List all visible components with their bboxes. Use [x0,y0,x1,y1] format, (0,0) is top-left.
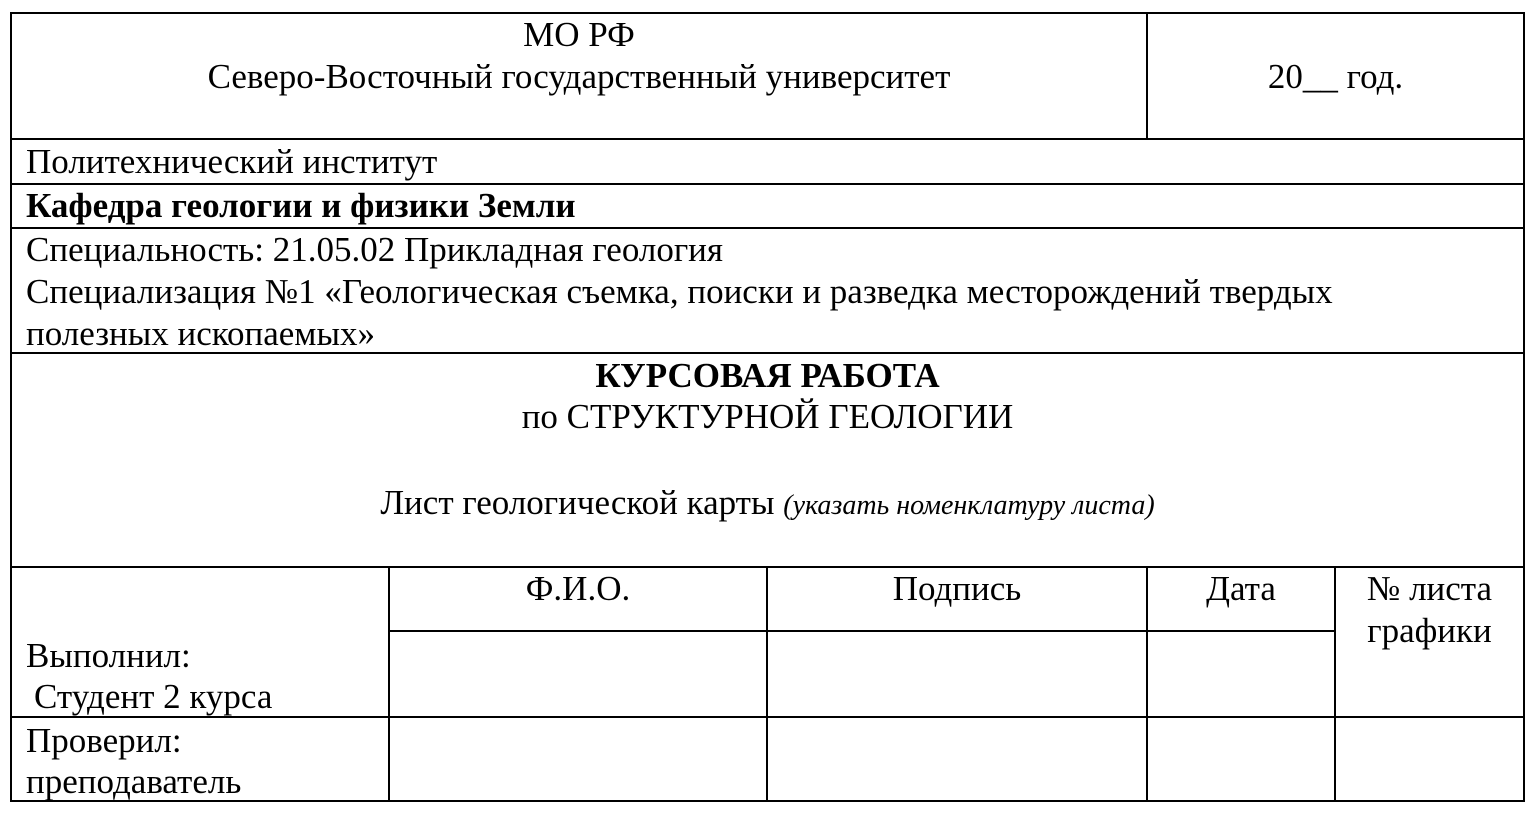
department-name: Кафедра геологии и физики Земли [26,186,576,225]
university-name: Северо-Восточный государственный университет [207,57,951,96]
document-title: КУРСОВАЯ РАБОТА [595,356,940,395]
border-right [1523,12,1525,802]
row-checked-role-line-2: преподаватель [26,762,242,801]
rule-header-bottom [10,138,1525,140]
map-sheet-note: (указать номенклатуру листа) [783,490,1155,521]
ministry-label: МО РФ [523,15,635,54]
row-checked-role-line-1: Проверил: [26,721,182,760]
column-header-signature: Подпись [892,569,1022,608]
specialty-line: Специальность: 21.05.02 Прикладная геология [26,230,724,269]
rule-columns-header-bottom [388,630,1336,632]
row-completed-role-line-1: Выполнил: [26,636,191,675]
specialization-line-2: полезных ископаемых» [26,314,375,353]
row-completed-role-line-2: Студент 2 курса [34,677,273,716]
specialization-line-1: Специализация №1 «Геологическая съемка, поиски и разведка месторождений твердых [26,272,1333,311]
institute-name: Политехнический институт [26,142,438,181]
column-header-fio: Ф.И.О. [525,569,631,608]
column-header-sheet-no-line-1: № листа [1366,569,1493,608]
column-header-sheet-no-line-2: графики [1367,611,1492,650]
document-subject: по СТРУКТУРНОЙ ГЕОЛОГИИ [521,397,1014,436]
map-sheet-line [12,482,1523,527]
column-header-date: Дата [1206,569,1276,608]
map-sheet-label: Лист геологической карты [380,483,775,522]
year-field: 20__ год. [1267,57,1404,96]
